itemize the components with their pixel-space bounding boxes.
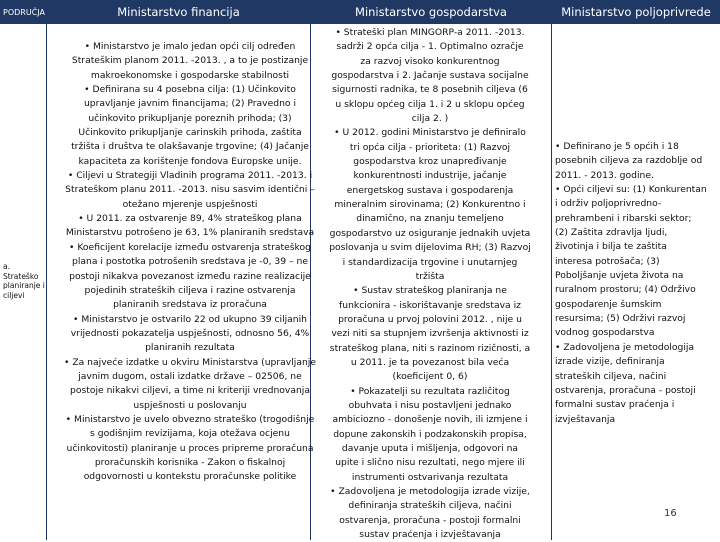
ministarstvo-financija-text [58,40,322,485]
text-line: • Za najveće izdatke u okviru Ministarstva (upravljanje [64,356,316,368]
text-line: odgovornosti u kontekstu proračunske politike [83,471,297,483]
text-line: Strateškom planu 2011. -2013. nisu sasvim identični – [65,184,315,196]
text-line: makroekonomske i gospodarske stabilnosti [90,69,290,81]
text-line: poslovanja u svim dijelovima RH; (3) Razvoj [329,242,531,254]
text-line: i standardizacija trgovine i unutarnjeg [342,256,518,268]
text-line: (2) Zaštita zdravlja ljudi, [555,227,668,239]
text-line: učinkovitosti) planiranje u proces pripreme proračuna [66,442,314,454]
text-line: Ministarstvu potrošeno je 63, 1% planiranih sredstava [65,227,315,239]
text-line: planiranih rezultata [145,342,235,354]
header-ministarstvo-financija: Ministarstvo financija [47,0,310,24]
text-line: dinamično, na znanju temeljeno [356,213,504,225]
text-line: • U 2012. godini Ministarstvo je definiralo [334,127,526,139]
text-line: • Opći ciljevi su: (1) Konkurentan [555,184,707,196]
text-line: postoje nikakvi ciljevi, a time ni kriteriji vrednovanja [70,385,310,397]
text-line: javnim dugom, ostali izdatke države – 02506, ne [78,370,302,382]
text-line: izvještavanja [555,413,616,425]
text-line: gospodarenje šumskim [555,298,662,310]
text-line: gospodarstva kroz unapređivanje [353,156,507,168]
text-line: ruralnom prostoru; (4) Održivo [555,284,696,296]
text-line: s godišnjim revizijama, koja otežava ocjenu [90,428,290,440]
text-line: životinja i bilja te zaštita [555,241,667,253]
page-number: 16 [664,508,677,519]
column-divider [46,0,47,540]
text-line: Učinkovito prikupljanje carinskih prihoda, zaštita [78,127,302,139]
text-line: formalni sustav praćenja i [555,399,675,411]
text-line: postoji nikakva povezanost između razine realizacije [69,270,311,282]
text-line: • Sustav strateškog planiranja ne [353,285,507,297]
header-ministarstvo-poljoprivrede: Ministarstvo poljoprivrede [552,0,720,24]
text-line: • Strateški plan MINGORP-a 2011. -2013. [335,27,525,38]
text-line: u 2011. je ta povezanost bila veća [350,356,510,368]
text-line: sadrži 2 opća cilja - 1. Optimalno ozračje [336,41,524,53]
text-line: Poboljšanje uvjeta života na [555,270,684,282]
text-line: konkurentnosti industrije, jačanje [353,170,507,182]
text-line: vezi niti sa stupnjem izvršenja aktivnosti iz [331,328,529,340]
text-line: sigurnosti radnika, te 8 posebnih ciljeva (6 [332,84,528,96]
text-line: gospodarstvo uz osiguranje jednakih uvjeta [329,227,531,239]
text-line: planiranih sredstava iz proračuna [113,299,267,311]
text-line: resursima; (5) Održivi razvoj [555,313,686,325]
text-line: • Definirana su 4 posebna cilja: (1) Učinkovito [84,84,296,96]
text-line: (koeficijent 0, 6) [392,371,468,383]
text-line: upravljanje javnim financijama; (2) Pravedno i [83,98,297,110]
ministarstvo-gospodarstva-text [310,26,550,542]
text-line: • Ministarstvo je uvelo obvezno strateško (trogodišnje [65,413,315,425]
text-line: energetskog sustava i gospodarenja [346,184,514,196]
text-line: učinkovito prikupljanje poreznih prihoda; (3) [88,112,292,124]
text-line: mineralnim sirovinama; (2) Konkurentno i [334,199,526,211]
text-line: • Ministarstvo je ostvarilo 22 od ukupno 39 ciljanih [73,313,307,325]
text-line: • Zadovoljena je metodologija [555,341,695,353]
text-line: funkcionira - iskorištavanje sredstava iz [339,299,521,311]
text-line: otežano mjerenje uspješnosti [122,198,258,210]
text-line: ambiciozno - donošenje novih, ili izmjene i [332,414,528,426]
text-line: posebnih ciljeva za razdoblje od [555,155,703,167]
text-line: instrumenti ostvarivanja rezultata [351,471,509,483]
text-line: ostvarenja, proračuna - postoji formalni [339,514,521,526]
text-line: uspješnosti u poslovanju [133,399,247,411]
text-line: plana i postotka potrošenih sredstava je -0, 39 – ne [71,256,309,268]
header-podrucja: PODRUČJA [0,0,46,24]
text-line: sustav praćenja i izvještavanja [359,529,501,541]
text-line: interesa potrošača; (3) [555,255,660,267]
text-line: 2011. - 2013. godine. [555,169,654,181]
text-line: definiranja strateških ciljeva, načini [348,500,512,512]
text-line: izrade vizije, definiranja [555,356,665,368]
text-line: kapaciteta za korištenje fondova Europske unije. [78,155,302,167]
text-line: tržišta i društva te olakšavanje trgovine; (4) Jačanje [71,141,309,153]
header-ministarstvo-gospodarstva: Ministarstvo gospodarstva [311,0,551,24]
ministarstvo-poljoprivrede-text [552,140,718,427]
row-label: a. Strateško planiranje i ciljevi [3,262,45,300]
text-line: dopune zakonskih i podzakonskih propisa, [333,428,527,440]
text-line: cilja 2. ) [411,113,449,125]
text-line: i održiv poljoprivredno- [555,198,662,210]
text-line: tri opća cilja - prioriteta: (1) Razvoj [349,141,511,153]
text-line: • U 2011. za ostvarenje 89, 4% strateškog plana [78,213,302,225]
text-line: proračunskih korisnika - Zakon o fiskalnoj [94,456,286,468]
text-line: ostvarenja, proračuna - postoji [555,384,696,396]
text-line: • Koeficijent korelacije između ostvarenja strateškog [69,241,311,253]
text-line: u sklopu općeg cilja 1. i 2 u sklopu općeg [335,98,525,110]
text-line: proračuna u prvoj polovini 2012. , nije u [338,313,522,325]
text-line: vrijednosti pokazatelja uspješnosti, odnosno 56, 4% [70,327,310,339]
text-line: vodnog gospodarstva [555,327,655,339]
text-line: obuhvata i nisu postavljeni jednako [348,399,512,411]
text-line: tržišta [415,270,445,282]
text-line: strateškog plana, niti s razinom rizičnosti, a [329,342,531,354]
text-line: • Pokazatelji su rezultata različitog [350,385,510,397]
text-line: pojedinih strateških ciljeva i razine ostvarenja [84,284,296,296]
text-line: • Definirano je 5 općih i 18 [555,141,679,152]
text-line: upite i slično nisu rezultati, nego mjere ili [335,457,525,469]
text-line: Strateškim planom 2011. -2013. , a to je postizanje [71,55,309,67]
text-line: gospodarstva i 2. Jačanje sustava socijalne [331,70,529,82]
text-line: • Ciljevi u Strategiji Vladinih programa 2011. -2013. i [67,170,313,182]
text-line: za razvoj visoko konkurentnog [360,55,500,67]
text-line: prehrambeni i ribarski sektor; [555,212,692,224]
text-line: • Ministarstvo je imalo jedan opći cilj određen [84,41,296,52]
text-line: strateških ciljeva, načini [555,370,667,382]
text-line: • Zadovoljena je metodologija izrade vizije, [330,486,530,497]
text-line: davanje uputa i mišljenja, odgovori na [341,442,519,454]
